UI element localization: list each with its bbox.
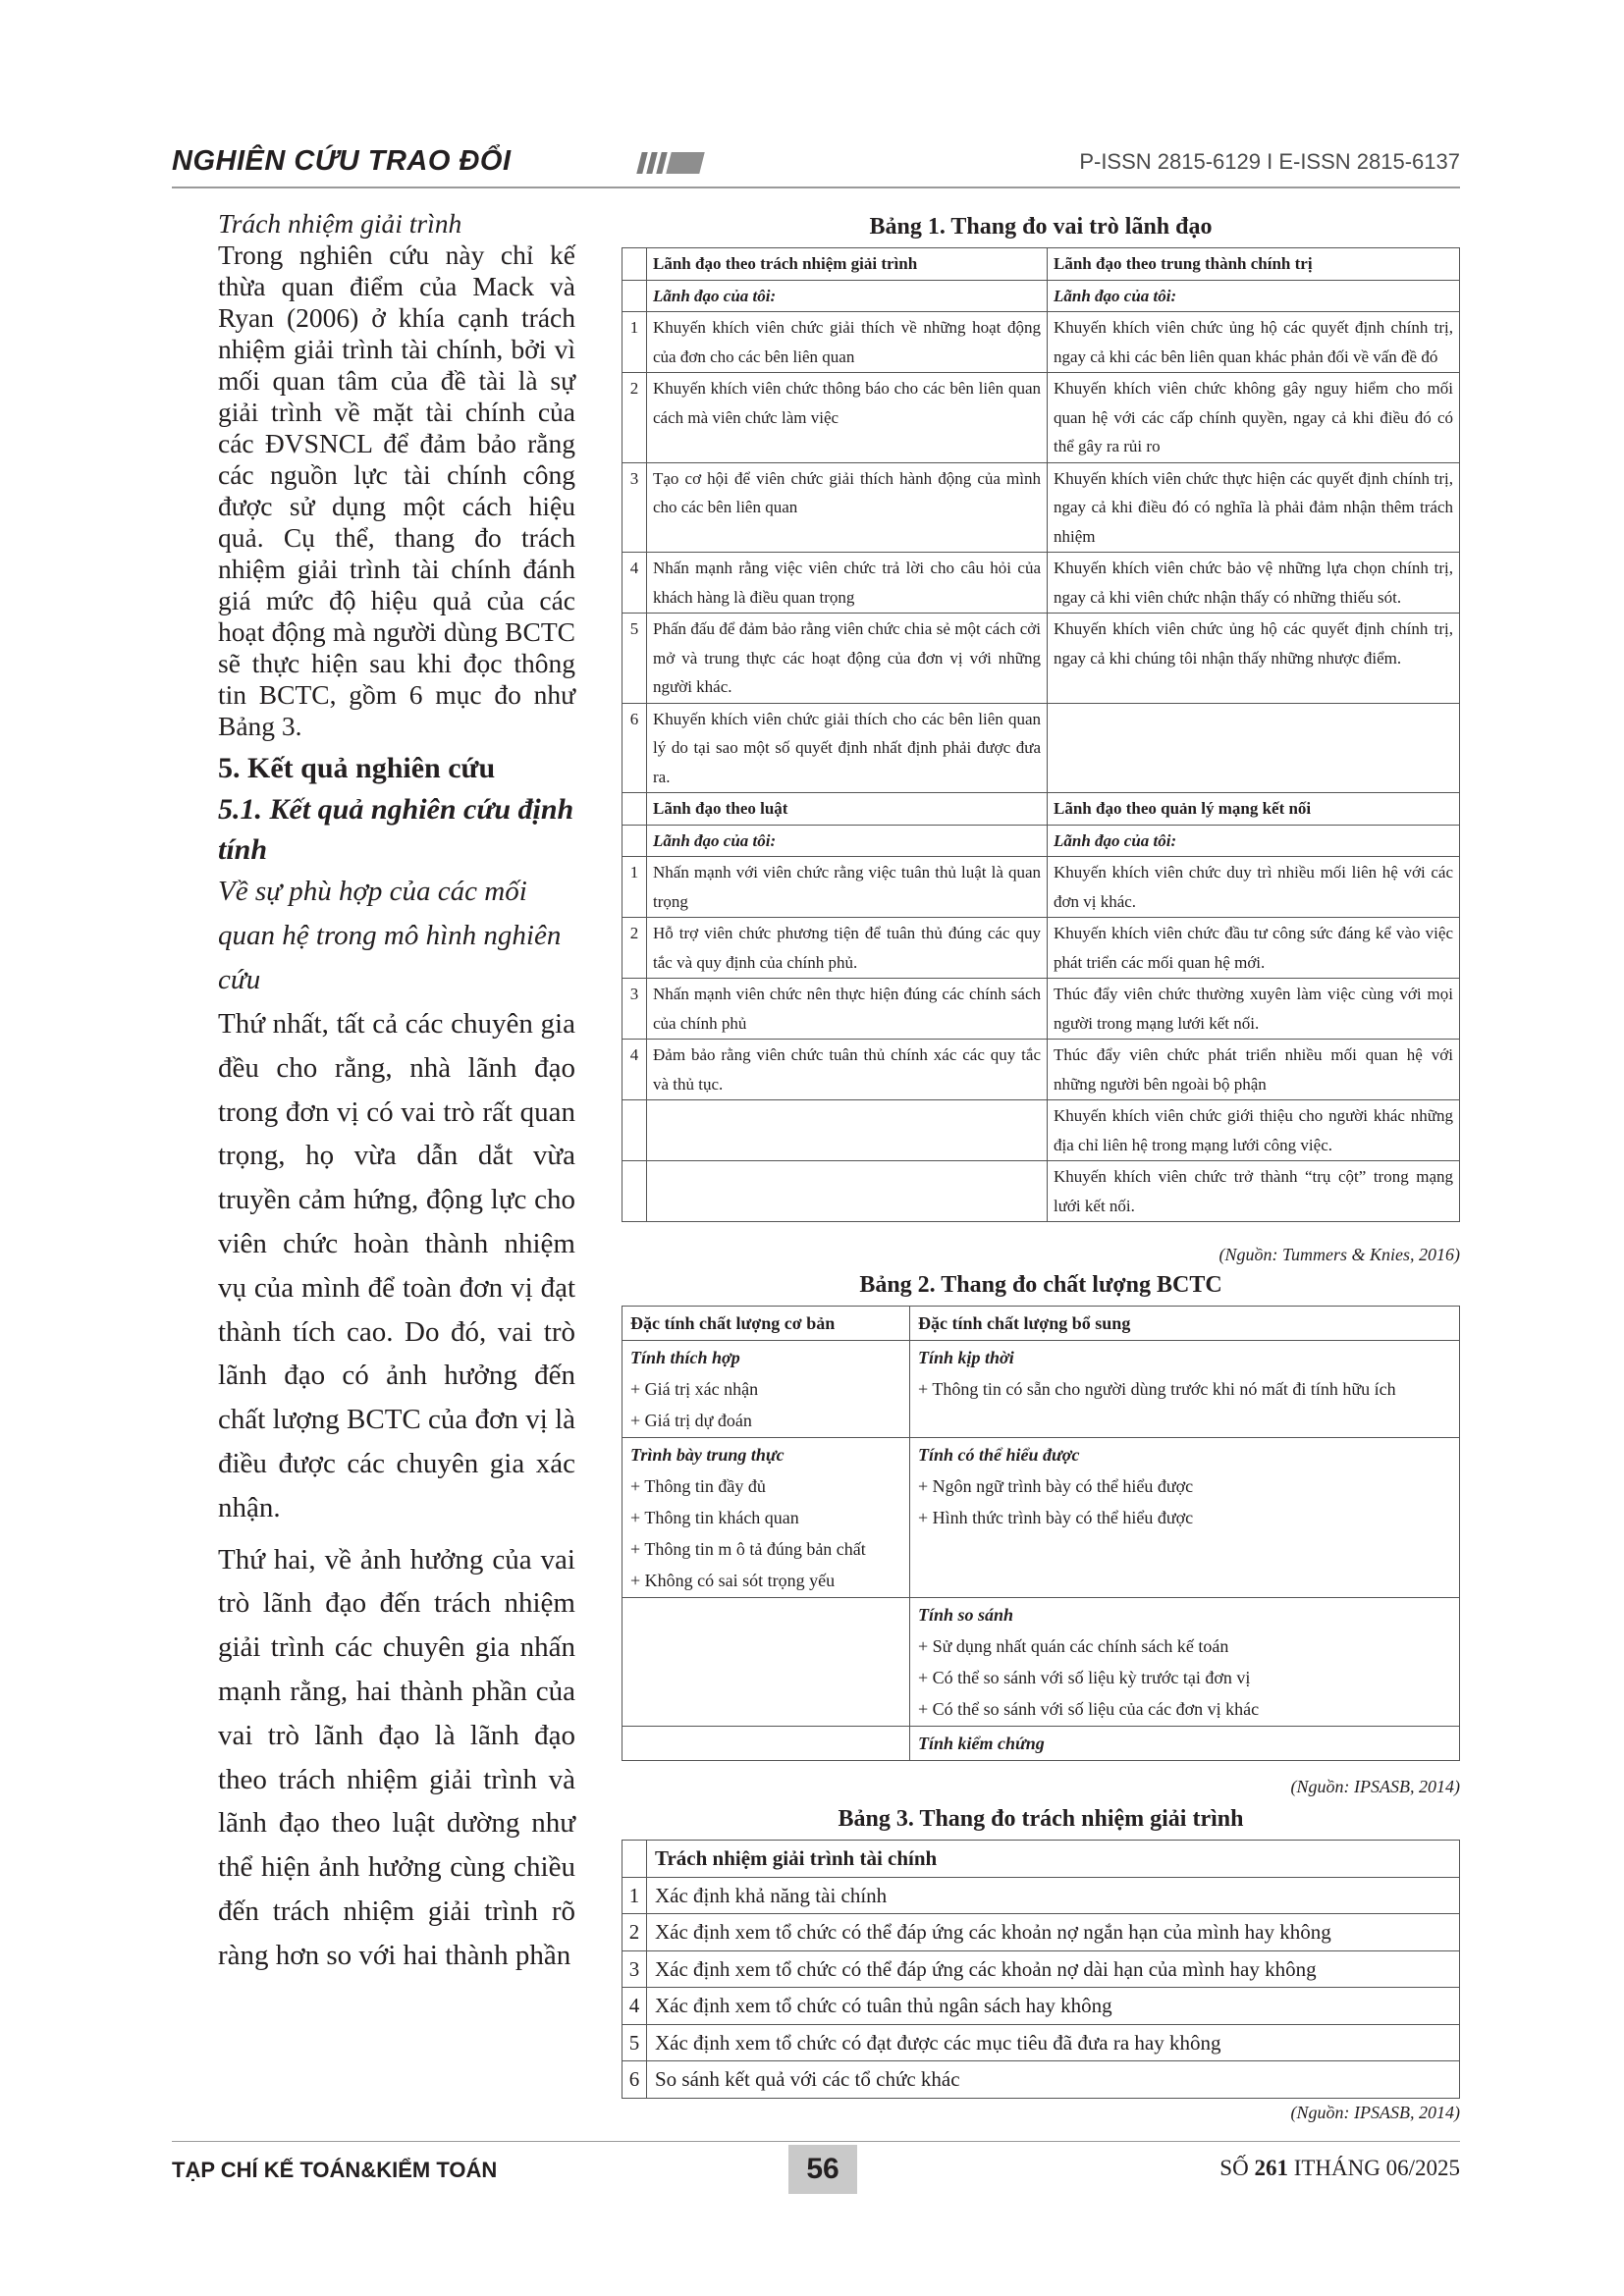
table1-subheader: Lãnh đạo của tôi: [647,825,1048,857]
table2-col-enhancing: Đặc tính chất lượng bổ sung [910,1307,1460,1341]
table2-caption: Bảng 2. Thang đo chất lượng BCTC [859,1272,1222,1298]
list-item: + Thông tin khách quan [630,1508,799,1527]
table-row: 3 Xác định xem tổ chức có thể đáp ứng các khoản nợ dài hạn của mình hay không [623,1950,1460,1988]
table-row: 5 Xác định xem tổ chức có đạt được các mục tiêu đã đưa ra hay không [623,2024,1460,2061]
table2-source: (Nguồn: IPSASB, 2014) [1290,1777,1460,1796]
table-row [623,1341,1460,1438]
list-item: + Thông tin đầy đủ [630,1476,766,1496]
table-row: Khuyến khích viên chức trở thành “trụ cột” trong mạng lưới kết nối. [623,1161,1460,1222]
table-row: 3 Nhấn mạnh viên chức nên thực hiện đúng các chính sách của chính phủ Thúc đẩy viên chức thường xuyên làm việc cùng với mọi người trong mạng lưới kết nối. [623,979,1460,1040]
table-row: Khuyến khích viên chức giới thiệu cho người khác những địa chỉ liên hệ trong mạng lưới công việc. [623,1100,1460,1161]
table1-subheader: Lãnh đạo của tôi: [647,280,1048,312]
section-title: NGHIÊN CỨU TRAO ĐỔI [172,145,512,177]
table3-source: (Nguồn: IPSASB, 2014) [1290,2103,1460,2122]
table2-col-fundamental: Đặc tính chất lượng cơ bản [623,1307,910,1341]
comparability-title: Tính so sánh [918,1605,1014,1625]
table-row: 4 Đảm bảo rằng viên chức tuân thủ chính xác các quy tắc và thủ tục. Thúc đẩy viên chức phát triển nhiều mối quan hệ với những người bên ngoài bộ phận [623,1040,1460,1100]
heading-accountability: Trách nhiệm giải trình [218,208,462,239]
heading-model-fit: Về sự phù hợp của các mối quan hệ trong mô hình nghiên cứu [218,876,562,995]
table1-leadership-scale [622,247,1460,1222]
faithful-title: Trình bày trung thực [630,1445,785,1465]
table-row: 2 Xác định xem tổ chức có thể đáp ứng các khoản nợ ngắn hạn của mình hay không [623,1914,1460,1951]
page-number-box [788,2145,857,2194]
footer-divider [172,2141,1460,2142]
journal-name: TẠP CHÍ KẾ TOÁN&KIỂM TOÁN [172,2158,498,2182]
table-row [623,1598,1460,1727]
list-item: + Thông tin có sẵn cho người dùng trước khi nó mất đi tính hữu ích [918,1379,1396,1399]
table-row [623,1727,1460,1761]
header-divider [172,187,1460,188]
issue-info [1219,2156,1460,2181]
list-item: + Ngôn ngữ trình bày có thể hiểu được [918,1476,1194,1496]
left-column [218,208,575,1978]
table1-subheader: Lãnh đạo của tôi: [1048,825,1460,857]
section-5-heading: 5. Kết quả nghiên cứu [218,752,496,784]
list-item: + Có thể so sánh với số liệu của các đơn vị khác [918,1699,1260,1719]
table-row: 2 Hỗ trợ viên chức phương tiện để tuân thủ đúng các quy tắc và quy định của chính phủ. Khuyến khích viên chức đầu tư công sức đáng kể vào việc phát triển các mối quan hệ mới. [623,918,1460,979]
list-item: + Giá trị xác nhận [630,1379,759,1399]
page-number: 56 [806,2153,839,2185]
table-row [623,1438,1460,1598]
table1-caption: Bảng 1. Thang đo vai trò lãnh đạo [869,214,1213,240]
list-item: + Giá trị dự đoán [630,1411,752,1430]
table3-accountability-scale [622,1840,1460,2099]
list-item: + Có thể so sánh với số liệu kỳ trước tại đơn vị [918,1668,1251,1687]
issue-label: SỐ [1219,2156,1249,2180]
table-row: 2 Khuyến khích viên chức thông báo cho các bên liên quan cách mà viên chức làm việc Khuyến khích viên chức không gây nguy hiểm cho mối quan hệ với các cấp chính quyền, ngay cả khi điều đó có thể gây ra rủi ro [623,373,1460,463]
table3-caption: Bảng 3. Thang đo trách nhiệm giải trình [838,1806,1244,1832]
relevance-title: Tính thích hợp [630,1348,740,1367]
issue-date: ITHÁNG 06/2025 [1293,2156,1460,2180]
paragraph-first: Thứ nhất, tất cả các chuyên gia đều cho rằng, nhà lãnh đạo trong đơn vị có vai trò rất quan trọng, họ vừa dẫn dắt vừa truyền cảm hứng, động lực cho viên chức hoàn thành nhiệm vụ của mình để toàn đơn vị đạt thành tích cao. Do đó, vai trò lãnh đạo có ảnh hưởng đến chất lượng BCTC của đơn vị là điều được các chuyên gia xác nhận. [218,1008,575,1523]
issn-label: P-ISSN 2815-6129 I E-ISSN 2815-6137 [1079,149,1460,174]
table-row: 1 Xác định khả năng tài chính [623,1877,1460,1914]
issue-number: 261 [1254,2156,1288,2180]
table-row: 6 So sánh kết quả với các tổ chức khác [623,2061,1460,2099]
table1-col-law: Lãnh đạo theo luật [647,793,1048,826]
paragraph-accountability: Trong nghiên cứu này chỉ kế thừa quan điểm của Mack và Ryan (2006) ở khía cạnh trách nhiệm giải trình tài chính, bởi vì mối quan tâm của đề tài là sự giải trình về mặt tài chính của các ĐVSNCL để đảm bảo rằng các nguồn lực tài chính công được sử dụng một cách hiệu quả. Cụ thể, thang đo trách nhiệm giải trình tài chính đánh giá mức độ hiệu quả của các hoạt động mà người dùng BCTC sẽ thực hiện sau khi đọc thông tin BCTC, gồm 6 mục đo như Bảng 3. [218,240,575,741]
table1-col-accountability: Lãnh đạo theo trách nhiệm giải trình [647,248,1048,281]
header-decoration-bars [639,152,706,174]
understandability-title: Tính có thể hiểu được [918,1445,1080,1465]
table-row: 5 Phấn đấu để đảm bảo rằng viên chức chia sẻ một cách cởi mở và trung thực các hoạt động của đơn vị với những người khác. Khuyến khích viên chức ủng hộ các quyết định chính trị, ngay cả khi chúng tôi nhận thấy những nhược điểm. [623,614,1460,704]
table-row: 6 Khuyến khích viên chức giải thích cho các bên liên quan lý do tại sao một số quyết định nhất định phải được đưa ra. [623,703,1460,793]
table1-col-political-loyalty: Lãnh đạo theo trung thành chính trị [1048,248,1460,281]
table1-source: (Nguồn: Tummers & Knies, 2016) [1218,1245,1460,1264]
list-item: + Hình thức trình bày có thể hiểu được [918,1508,1194,1527]
table-row: 1 Nhấn mạnh với viên chức rằng việc tuân thủ luật là quan trọng Khuyến khích viên chức duy trì nhiều mối liên hệ với các đơn vị khác. [623,857,1460,918]
table-row: 4 Xác định xem tổ chức có tuân thủ ngân sách hay không [623,1988,1460,2025]
section-5-1-heading: 5.1. Kết quả nghiên cứu định tính [218,793,574,866]
table1-col-network: Lãnh đạo theo quản lý mạng kết nối [1048,793,1460,826]
list-item: + Thông tin m ô tả đúng bản chất [630,1539,866,1559]
paragraph-second: Thứ hai, về ảnh hưởng của vai trò lãnh đạo đến trách nhiệm giải trình các chuyên gia nhấn mạnh rằng, hai thành phần của vai trò lãnh đạo là lãnh đạo theo trách nhiệm giải trình và lãnh đạo theo luật dường như thể hiện ảnh hưởng cùng chiều đến trách nhiệm giải trình rõ ràng hơn so với hai thành phần [218,1543,575,1971]
timeliness-title: Tính kịp thời [918,1348,1014,1367]
table-row: 4 Nhấn mạnh rằng việc viên chức trả lời cho câu hỏi của khách hàng là điều quan trọng Khuyến khích viên chức bảo vệ những lựa chọn chính trị, ngay cả khi viên chức nhận thấy có những thiếu sót. [623,553,1460,614]
table2-fs-quality-scale [622,1306,1460,1761]
list-item: + Sử dụng nhất quán các chính sách kế toán [918,1636,1229,1656]
table-row: 3 Tạo cơ hội để viên chức giải thích hành động của mình cho các bên liên quan Khuyến khích viên chức thực hiện các quyết định chính trị, ngay cả khi điều đó có nghĩa là phải đảm nhận thêm trách nhiệm [623,462,1460,553]
table-row: 1 Khuyến khích viên chức giải thích về những hoạt động của đơn cho các bên liên quan Khuyến khích viên chức ủng hộ các quyết định chính trị, ngay cả khi các bên liên quan khác phản đối về vấn đề đó [623,312,1460,373]
verifiability-title: Tính kiểm chứng [918,1734,1045,1753]
list-item: + Không có sai sót trọng yếu [630,1571,836,1590]
table3-header: Trách nhiệm giải trình tài chính [647,1841,1460,1878]
table1-subheader: Lãnh đạo của tôi: [1048,280,1460,312]
page-header [172,145,1460,181]
